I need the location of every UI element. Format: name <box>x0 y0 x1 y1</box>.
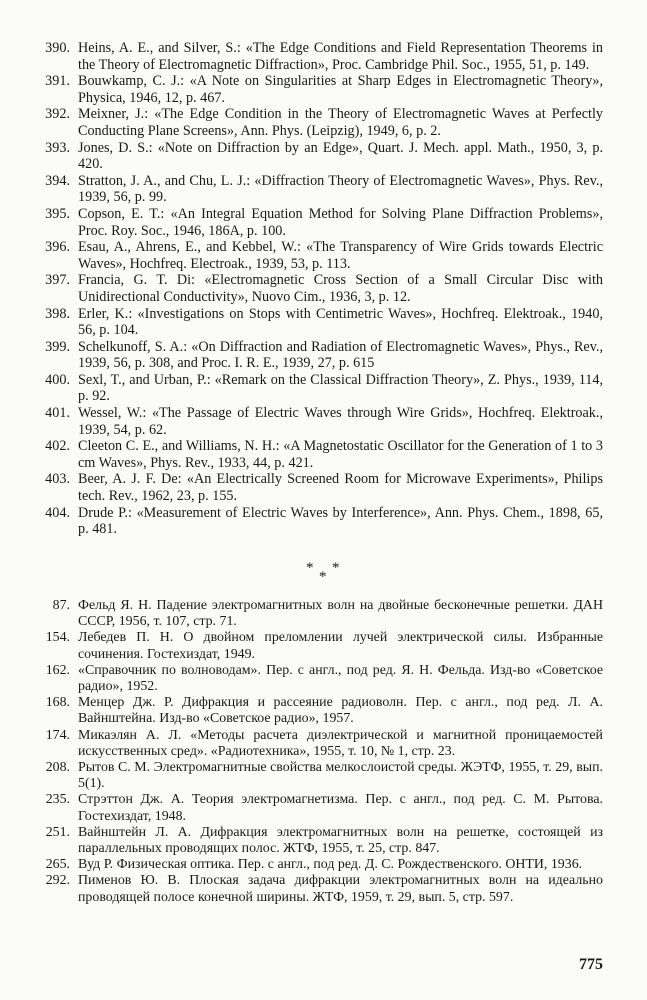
reference-text: Вуд Р. Физическая оптика. Пер. с англ., под ред. Д. С. Рождественского. ОНТИ, 1936. <box>78 857 583 873</box>
reference-text: «Справочник по волноводам». Пер. с англ., под ред. Я. Н. Фельда. Изд-во «Советское радио», 1952. <box>78 662 603 695</box>
reference-text: Вайнштейн Л. А. Дифракция электромагнитных волн на решетке, состоящей из параллельных проводящих полос. ЖТФ, 1955, т. 25, стр. 847. <box>78 824 603 857</box>
reference-text: Рытов С. М. Электромагнитные свойства мелкослоистой среды. ЖЭТФ, 1955, т. 29, вып. 5(1). <box>78 760 603 792</box>
reference-entry <box>0 760 647 792</box>
reference-entry <box>0 598 647 630</box>
reference-entry <box>0 372 647 405</box>
reference-text: Лебедев П. Н. О двойном преломлении лучей электрической силы. Избранные сочинения. Гостехиздат, 1949. <box>78 630 603 662</box>
reference-entry <box>0 857 647 873</box>
reference-number: 401. <box>45 405 70 422</box>
reference-number: 398. <box>45 305 70 322</box>
reference-text: Esau, A., Ahrens, E., and Kebbel, W.: «The Transparency of Wire Grids towards Electric Waves», Hochfreq. Electroak., 1939, 53, p. 113. <box>78 239 603 272</box>
reference-number: 87. <box>52 598 70 613</box>
reference-entry <box>0 306 647 339</box>
section-separator <box>296 560 356 586</box>
reference-text: Менцер Дж. Р. Дифракция и рассеяние радиоволн. Пер. с англ., под ред. Л. А. Вайнштейна. Изд-во «Советское радио», 1957. <box>78 695 603 727</box>
reference-number: 251. <box>45 824 70 840</box>
reference-number: 391. <box>45 73 70 90</box>
reference-text: Erler, K.: «Investigations on Stops with Centimetric Waves», Hochfreq. Elektroak., 1940, 56, p. 104. <box>78 305 603 339</box>
reference-entry <box>0 140 647 173</box>
separator-star: * <box>332 560 340 576</box>
reference-number: 393. <box>45 139 70 156</box>
reference-entry <box>0 471 647 504</box>
reference-entry <box>0 630 647 662</box>
reference-text: Meixner, J.: «The Edge Condition in the Theory of Electromagnetic Waves at Perfectly Conducting Plane Screens», Ann. Phys. (Leipzig), 1949, 6, p. 2. <box>78 106 603 139</box>
reference-text: Copson, E. T.: «An Integral Equation Method for Solving Plane Diffraction Problems», Proc. Roy. Soc., 1946, 186A, p. 100. <box>78 205 603 239</box>
reference-number: 397. <box>45 272 70 289</box>
reference-text: Bouwkamp, C. J.: «A Note on Singularities at Sharp Edges in Electromagnetic Theory», Physica, 1946, 12, p. 467. <box>78 73 603 106</box>
reference-text: Stratton, J. A., and Chu, L. J.: «Diffraction Theory of Electromagnetic Waves», Phys. Rev., 1939, 56, p. 99. <box>78 172 603 206</box>
reference-entry <box>0 73 647 106</box>
reference-number: 402. <box>45 438 70 455</box>
reference-text: Фельд Я. Н. Падение электромагнитных волн на двойные бесконечные решетки. ДАН СССР, 1956, т. 107, стр. 71. <box>78 598 603 630</box>
reference-number: 174. <box>45 727 70 743</box>
reference-number: 396. <box>45 239 70 256</box>
reference-text: Wessel, W.: «The Passage of Electric Waves through Wire Grids», Hochfreq. Elektroak., 1939, 54, p. 62. <box>78 405 603 438</box>
reference-entry <box>0 873 647 905</box>
reference-text: Schelkunoff, S. A.: «On Diffraction and Radiation of Electromagnetic Waves», Phys., Rev., 1939, 56, p. 308, and Proc. I. R. E., 1939, 27, p. 615 <box>78 338 603 372</box>
reference-number: 400. <box>45 371 70 388</box>
reference-number: 154. <box>45 630 70 646</box>
reference-entry <box>0 272 647 305</box>
reference-number: 168. <box>45 695 70 711</box>
reference-entry <box>0 106 647 139</box>
reference-number: 404. <box>45 504 70 521</box>
reference-text: Heins, A. E., and Silver, S.: «The Edge Conditions and Field Representation Theorems in the Theory of Electromagnetic Diffraction», Proc. Cambridge Phil. Soc., 1955, 51, p. 149. <box>78 40 603 73</box>
reference-number: 392. <box>45 106 70 123</box>
separator-star: * <box>306 560 314 576</box>
reference-entry <box>0 792 647 824</box>
reference-entry <box>0 663 647 695</box>
reference-number: 208. <box>45 760 70 776</box>
reference-entry <box>0 825 647 857</box>
reference-number: 399. <box>45 338 70 355</box>
reference-entry <box>0 728 647 760</box>
reference-entry <box>0 173 647 206</box>
reference-text: Francia, G. T. Di: «Electromagnetic Cross Section of a Small Circular Disc with Unidirectional Conductivity», Nuovo Cim., 1936, 3, p. 12. <box>78 272 603 305</box>
reference-number: 394. <box>45 172 70 189</box>
reference-number: 265. <box>45 857 70 873</box>
reference-number: 162. <box>45 662 70 678</box>
reference-number: 390. <box>45 40 70 56</box>
english-reference-list <box>0 40 647 538</box>
reference-text: Cleeton C. E., and Williams, N. H.: «A Magnetostatic Oscillator for the Generation of 1 to 3 cm Waves», Phys. Rev., 1933, 44, p. 421. <box>78 438 603 471</box>
reference-entry <box>0 40 647 73</box>
reference-text: Sexl, T., and Urban, P.: «Remark on the Classical Diffraction Theory», Z. Phys., 1939, 114, p. 92. <box>78 371 603 405</box>
reference-entry <box>0 206 647 239</box>
reference-text: Drude P.: «Measurement of Electric Waves by Interference», Ann. Phys. Chem., 1898, 65, p. 481. <box>78 504 603 538</box>
reference-number: 292. <box>45 873 70 889</box>
reference-entry <box>0 695 647 727</box>
reference-number: 235. <box>45 792 70 808</box>
reference-text: Микаэлян А. Л. «Методы расчета диэлектрической и магнитной проницаемостей искусственных сред». «Радиотехника», 1955, т. 10, № 1, стр. 23. <box>78 727 603 759</box>
reference-text: Beer, A. J. F. De: «An Electrically Screened Room for Microwave Experiments», Philips tech. Rev., 1962, 23, p. 155. <box>78 471 603 505</box>
reference-entry <box>0 505 647 538</box>
separator-star: * <box>319 569 327 585</box>
reference-text: Стрэттон Дж. А. Теория электромагнетизма. Пер. с англ., под ред. С. М. Рытова. Гостехиздат, 1948. <box>78 792 603 824</box>
reference-entry <box>0 438 647 471</box>
reference-text: Пименов Ю. В. Плоская задача дифракции электромагнитных волн на идеально проводящей полосе конечной ширины. ЖТФ, 1959, т. 29, вып. 5, стр. 597. <box>78 873 603 905</box>
reference-number: 403. <box>45 471 70 488</box>
reference-entry <box>0 405 647 438</box>
reference-entry <box>0 339 647 372</box>
russian-reference-list <box>0 598 647 906</box>
page-number: 775 <box>579 956 603 973</box>
reference-entry <box>0 239 647 272</box>
reference-number: 395. <box>45 205 70 222</box>
reference-text: Jones, D. S.: «Note on Diffraction by an Edge», Quart. J. Mech. appl. Math., 1950, 3, p. 420. <box>78 139 603 173</box>
